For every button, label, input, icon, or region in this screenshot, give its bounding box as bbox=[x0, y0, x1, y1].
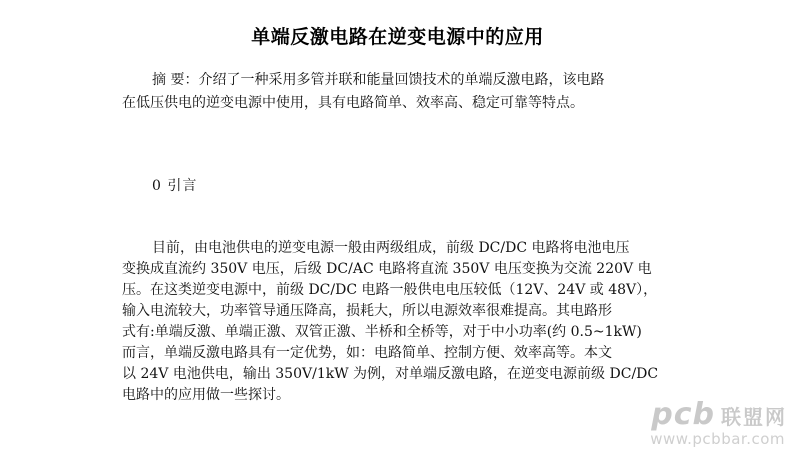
section-heading: 0 引言 bbox=[152, 178, 198, 194]
abstract bbox=[122, 69, 682, 115]
abstract-line-2: 在低压供电的逆变电源中使用，具有电路简单、效率高、稳定可靠等特点。 bbox=[122, 95, 584, 111]
watermark bbox=[651, 397, 787, 432]
watermark-url: www.pcbbar.com bbox=[650, 430, 785, 448]
watermark-brand: 联盟网 bbox=[721, 404, 787, 429]
body-line: 目前，由电池供电的逆变电源一般由两级组成，前级 DC/DC 电路将电池电压 bbox=[152, 240, 630, 256]
body-line: 输入电流较大，功率管导通压降高，损耗大，所以电源效率很难提高。其电路形 bbox=[122, 303, 612, 319]
abstract-line-1: 摘 要：介绍了一种采用多管并联和能量回馈技术的单端反激电路，该电路 bbox=[152, 72, 605, 88]
body-line: 电路中的应用做一些探讨。 bbox=[122, 387, 290, 403]
body-line: 变换成直流约 350V 电压，后级 DC/AC 电路将直流 350V 电压变换为交流 220V 电 bbox=[122, 261, 652, 277]
body-line: 而言，单端反激电路具有一定优势，如：电路简单、控制方便、效率高等。本文 bbox=[122, 345, 612, 361]
body-line: 以 24V 电池供电，输出 350V/1kW 为例，对单端反激电路，在逆变电源前级 DC/DC bbox=[122, 366, 659, 382]
body-line: 式有:单端反激、单端正激、双管正激、半桥和全桥等，对于中小功率(约 0.5~1kW) bbox=[122, 324, 642, 340]
body-line: 压。在这类逆变电源中，前级 DC/DC 电路一般供电电压较低（12V、24V 或 48V）， bbox=[122, 282, 658, 298]
document-title: 单端反激电路在逆变电源中的应用 bbox=[251, 26, 544, 48]
watermark-logo: pcb bbox=[651, 397, 715, 432]
body-paragraph bbox=[122, 238, 682, 406]
